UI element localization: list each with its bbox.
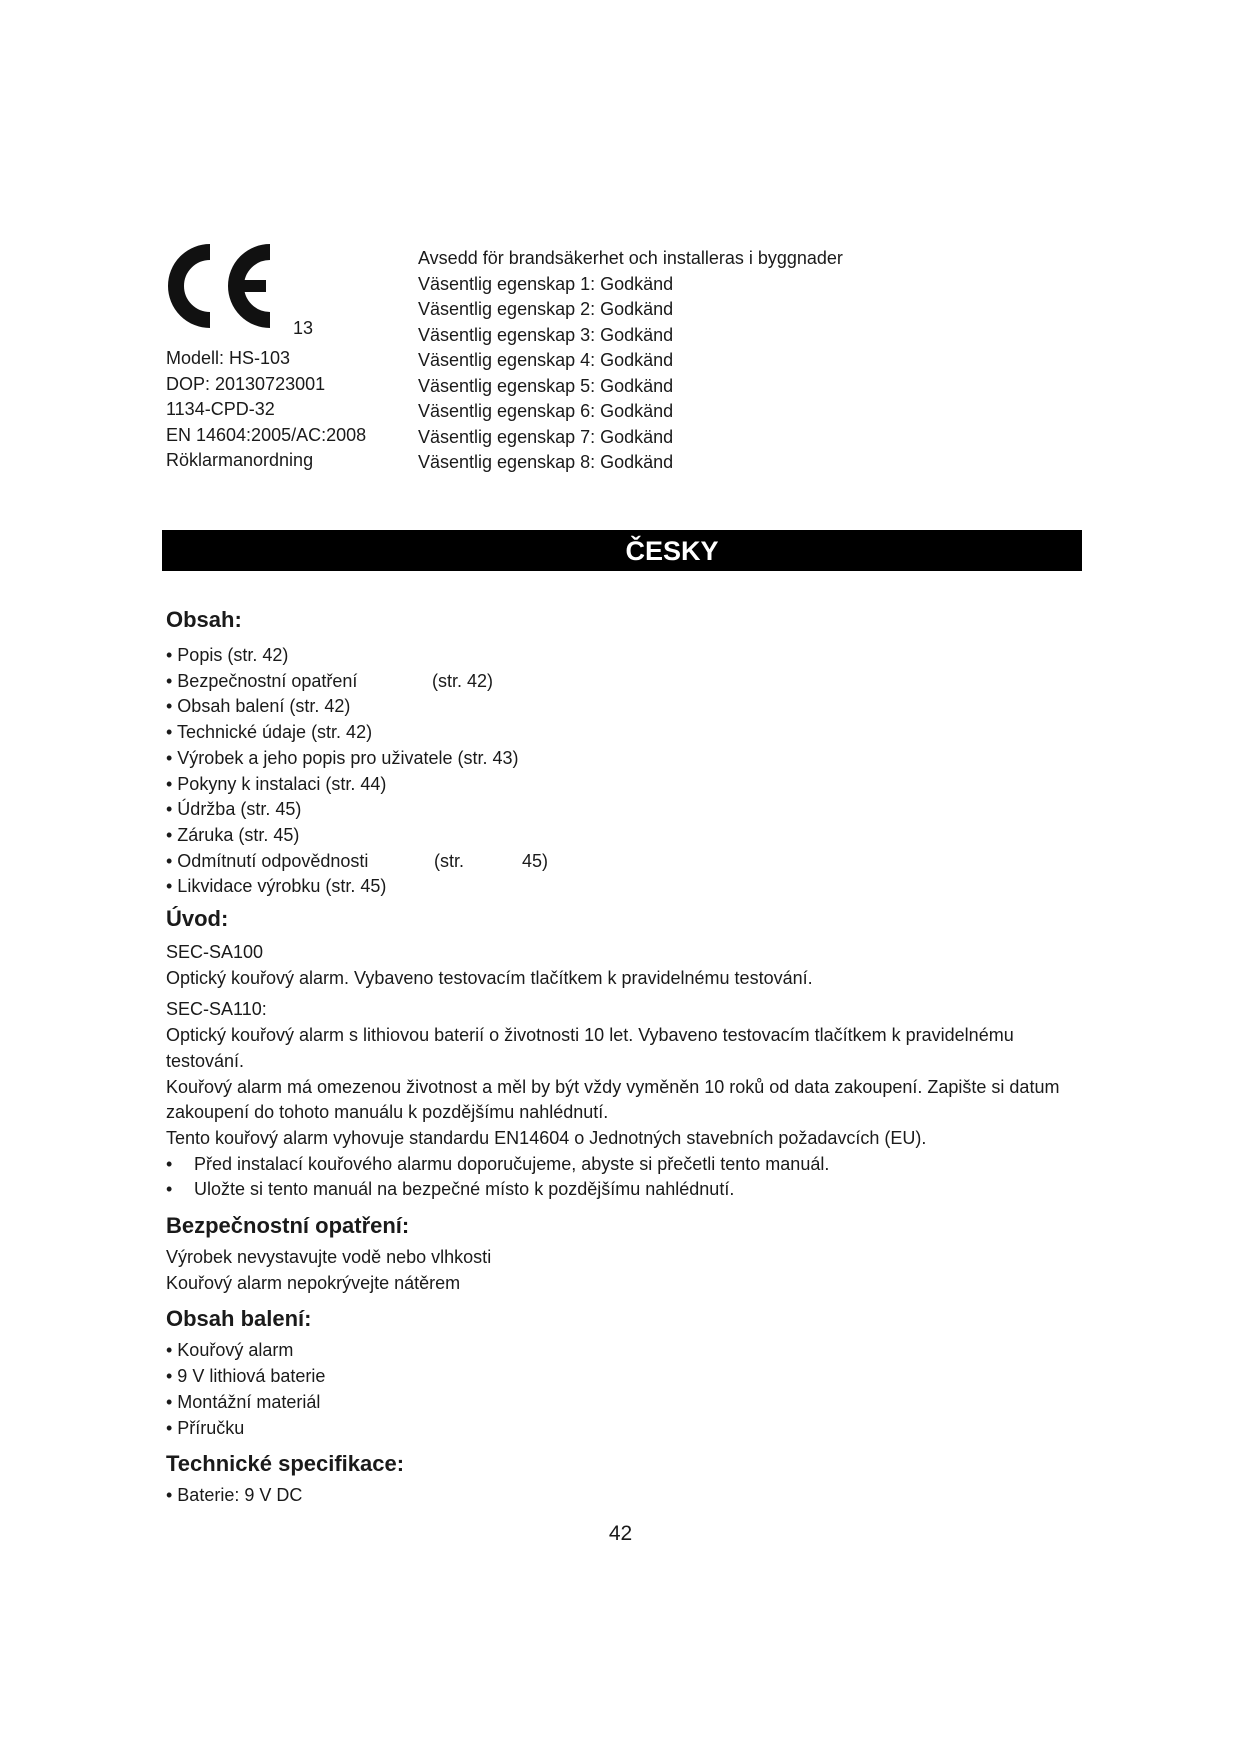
intro-standard: Tento kouřový alarm vyhovuje standardu EN14604 o Jednotných stavebních požadavcích (EU). xyxy=(166,1127,927,1148)
toc-item xyxy=(166,849,1086,875)
package-heading: Obsah balení: xyxy=(166,1306,312,1332)
intro-model2-desc: Optický kouřový alarm s lithiovou baterií o životnosti 10 let. Vybaveno testovacím tlačítkem k pravidelnému testování. xyxy=(166,1025,1014,1071)
product-dop: DOP: 20130723001 xyxy=(166,373,326,394)
intro-section xyxy=(166,940,1086,1203)
property-purpose: Avsedd för brandsäkerhet och installeras i byggnader xyxy=(418,248,843,268)
intro-bullet xyxy=(166,1177,1086,1203)
package-item: • Montážní materiál xyxy=(166,1391,321,1412)
intro-bullet-text: Uložte si tento manuál na bezpečné místo k pozdějšímu nahlédnutí. xyxy=(194,1179,735,1200)
property-6: Väsentlig egenskap 6: Godkänd xyxy=(418,401,674,421)
toc-item: • Obsah balení (str. 42) xyxy=(166,696,351,717)
toc-item: • Technické údaje (str. 42) xyxy=(166,722,373,743)
banner-title: ČESKY xyxy=(625,536,719,566)
product-info xyxy=(166,346,366,474)
bullet-dot: • xyxy=(166,1153,173,1174)
specs-item: • Baterie: 9 V DC xyxy=(166,1485,303,1506)
intro-model2: SEC-SA110: xyxy=(166,999,267,1020)
property-2: Väsentlig egenskap 2: Godkänd xyxy=(418,299,674,319)
intro-bullet-text: Před instalací kouřového alarmu doporučujeme, abyste si přečetli tento manuál. xyxy=(194,1153,830,1174)
toc-list xyxy=(166,643,1086,900)
toc-heading: Obsah: xyxy=(166,607,242,632)
product-standard: EN 14604:2005/AC:2008 xyxy=(166,424,367,445)
safety-heading: Bezpečnostní opatření: xyxy=(166,1213,410,1239)
page-number: 42 xyxy=(608,1522,633,1545)
safety-line: Kouřový alarm nepokrývejte nátěrem xyxy=(166,1272,461,1293)
toc-item: • Záruka (str. 45) xyxy=(166,824,300,845)
toc-item-page-b: 45) xyxy=(522,850,549,871)
toc-item: • Výrobek a jeho popis pro uživatele (str. 43) xyxy=(166,747,519,768)
notified-body-number: 13 xyxy=(293,318,314,338)
intro-model1: SEC-SA100 xyxy=(166,942,264,963)
product-cpd: 1134-CPD-32 xyxy=(166,399,275,419)
bullet-dot: • xyxy=(166,1179,173,1200)
property-5: Väsentlig egenskap 5: Godkänd xyxy=(418,375,674,396)
product-model: Modell: HS-103 xyxy=(166,348,291,368)
intro-lifetime: Kouřový alarm má omezenou životnost a měl by být vždy vyměněn 10 roků od data zakoupení. Zapište si datum zakoupení do tohoto manuálu k pozdějšímu nahlédnutí. xyxy=(166,1076,1060,1123)
toc-item: • Údržba (str. 45) xyxy=(166,799,302,820)
package-item: • 9 V lithiová baterie xyxy=(166,1366,326,1387)
safety-section xyxy=(166,1245,1086,1296)
toc-item-text: • Odmítnutí odpovědnosti xyxy=(166,850,369,871)
toc-item: • Likvidace výrobku (str. 45) xyxy=(166,876,387,897)
language-banner xyxy=(162,530,1082,571)
specs-list xyxy=(166,1483,1086,1509)
properties-list xyxy=(418,246,843,476)
package-item: • Kouřový alarm xyxy=(166,1340,294,1361)
toc-item: • Popis (str. 42) xyxy=(166,645,289,665)
intro-heading: Úvod: xyxy=(166,906,229,932)
product-type: Röklarmanordning xyxy=(166,450,314,470)
property-7: Väsentlig egenskap 7: Godkänd xyxy=(418,426,674,447)
toc-item: • Pokyny k instalaci (str. 44) xyxy=(166,773,387,794)
package-list xyxy=(166,1338,1086,1441)
main-content xyxy=(166,605,1086,1509)
safety-line: Výrobek nevystavujte vodě nebo vlhkosti xyxy=(166,1247,492,1268)
toc-item-page: (str. 42) xyxy=(432,670,494,691)
ce-mark-logo xyxy=(166,242,284,330)
package-item: • Příručku xyxy=(166,1417,245,1438)
toc-item-text: • Bezpečnostní opatření xyxy=(166,670,358,691)
intro-bullet xyxy=(166,1152,1086,1178)
property-8: Väsentlig egenskap 8: Godkänd xyxy=(418,452,674,472)
toc-item xyxy=(166,669,1086,695)
toc-item-page-a: (str. xyxy=(434,850,464,871)
property-4: Väsentlig egenskap 4: Godkänd xyxy=(418,350,674,370)
specs-heading: Technické specifikace: xyxy=(166,1451,405,1477)
intro-model1-desc: Optický kouřový alarm. Vybaveno testovacím tlačítkem k pravidelnému testování. xyxy=(166,967,813,988)
property-1: Väsentlig egenskap 1: Godkänd xyxy=(418,273,674,294)
property-3: Väsentlig egenskap 3: Godkänd xyxy=(418,324,674,345)
